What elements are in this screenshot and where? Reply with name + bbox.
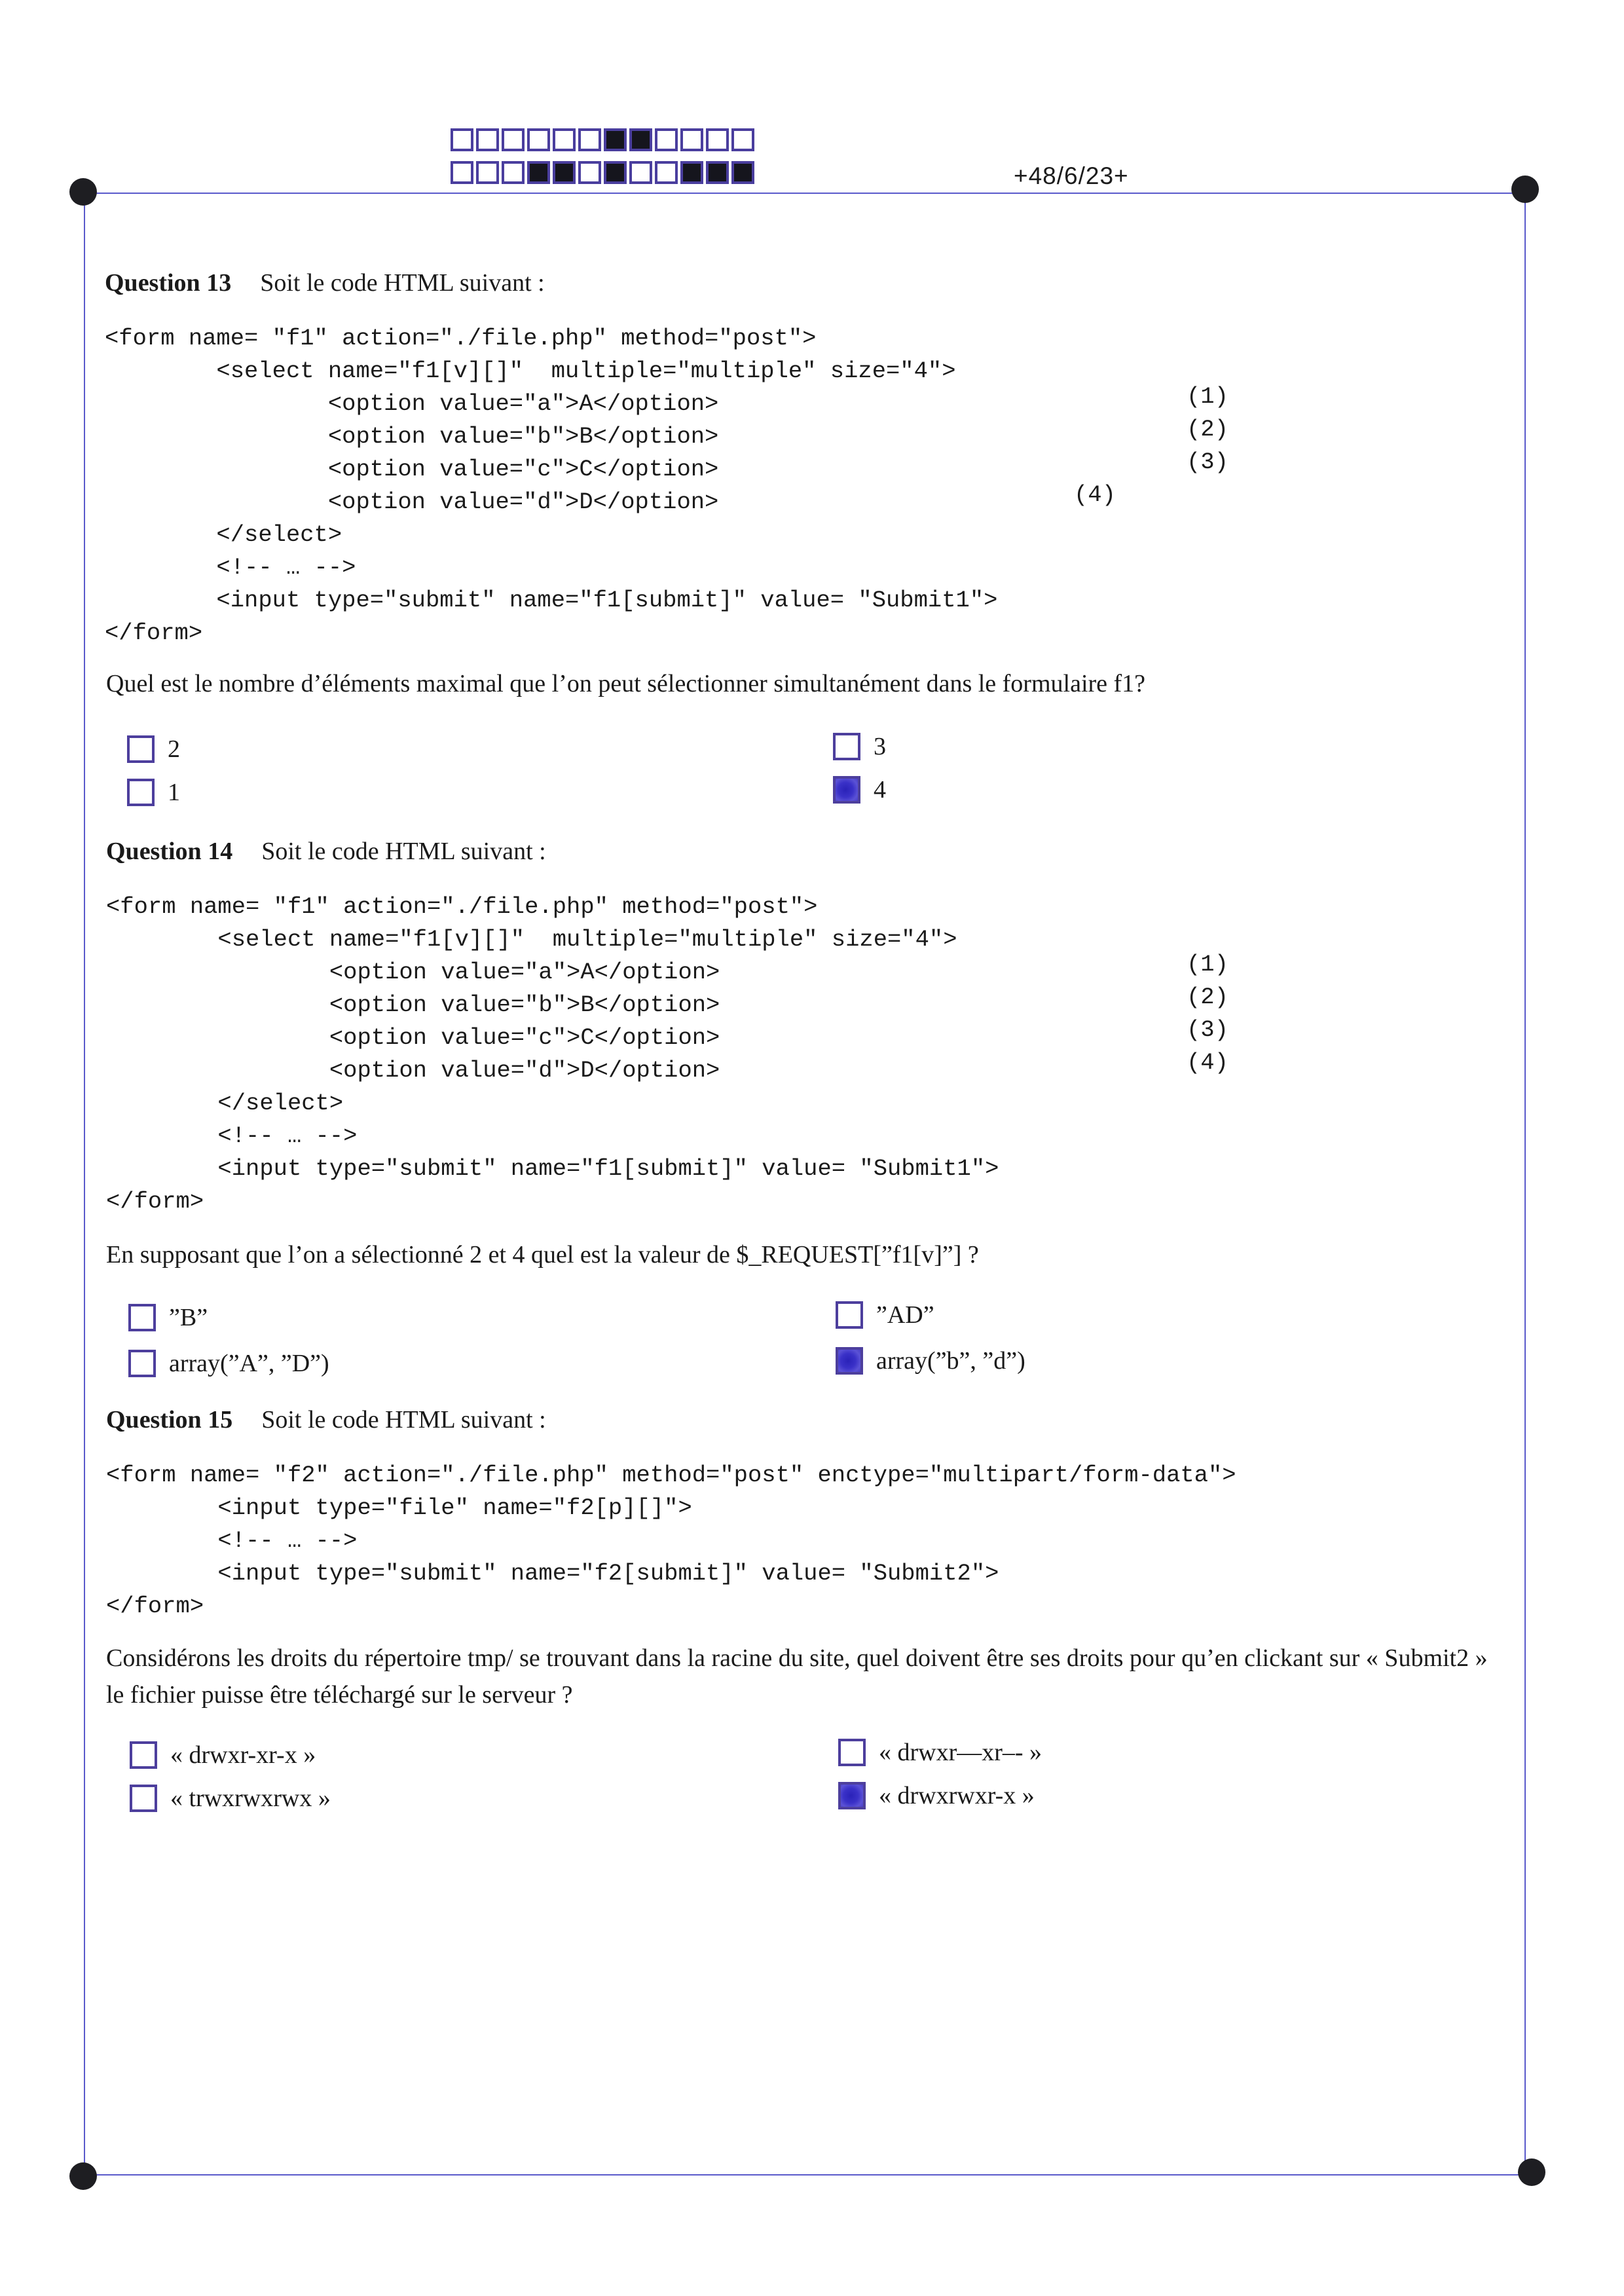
choice-label: 1 [168, 779, 180, 806]
q13-choice-2[interactable] [127, 735, 180, 764]
q13-num-4: (4) [1074, 481, 1116, 508]
q14-num-2: (2) [1187, 984, 1228, 1010]
marker-cell-empty [502, 128, 525, 151]
question-number: Question 15 [106, 1406, 233, 1434]
marker-cell-empty [629, 161, 652, 184]
page-id: +48/6/23+ [1014, 162, 1129, 189]
q13-num-3: (3) [1187, 449, 1228, 475]
marker-cell-empty [502, 161, 525, 184]
checkbox[interactable] [833, 733, 860, 760]
question-15-code: <form name= "f2" action="./file.php" method="post" enctype="multipart/form-data"> <input type="file" name="f2[p][]"> <!-- … --> <input type="submit" name="f2[submit]" value= "Submit2"> </form> [106, 1462, 1236, 1620]
marker-cell-empty [527, 128, 550, 151]
marker-cell-empty [578, 128, 601, 151]
choice-label: array(”A”, ”D”) [169, 1350, 329, 1377]
marker-cell-empty [578, 161, 601, 184]
checkbox[interactable] [128, 1304, 156, 1331]
marker-row-1 [451, 128, 757, 151]
marker-cell-empty [655, 128, 678, 151]
marker-cell-filled [680, 161, 703, 184]
question-13-text: Quel est le nombre d’éléments maximal que l’on peut sélectionner simultanément dans le formulaire f1? [106, 670, 1146, 697]
question-13-title [105, 268, 545, 297]
marker-cell-filled [731, 161, 754, 184]
checkbox[interactable] [838, 1739, 866, 1766]
question-14-code: <form name= "f1" action="./file.php" method="post"> <select name="f1[v][]" multiple="multiple" size="4"> <option value="a">A</option> <option value="b">B</option> <option value="c">C</option> <option value="d">D</option> </select> <!-- … --> <input type="submit" name="f1[submit]" value= "Submit1"> </form> [106, 893, 999, 1215]
marker-cell-empty [680, 128, 703, 151]
checkbox[interactable] [836, 1301, 863, 1329]
marker-cell-empty [476, 161, 499, 184]
checkbox[interactable] [128, 1350, 156, 1377]
question-heading: Soit le code HTML suivant : [260, 269, 545, 297]
q15-choice-drwxrwxr-x[interactable] [838, 1781, 1035, 1810]
choice-label: « trwxrwxrwx » [170, 1785, 331, 1812]
q14-num-3: (3) [1187, 1016, 1228, 1043]
marker-cell-filled [553, 161, 576, 184]
checkbox[interactable] [127, 779, 155, 806]
q15-choice-trwxrwxrwx[interactable] [130, 1784, 331, 1813]
question-14-title [106, 837, 546, 866]
question-number: Question 14 [106, 838, 233, 865]
choice-label: ”B” [169, 1304, 208, 1331]
question-heading: Soit le code HTML suivant : [261, 1406, 546, 1434]
choice-label: ”AD” [876, 1301, 934, 1329]
marker-row-2 [451, 161, 757, 184]
checkbox[interactable] [130, 1741, 157, 1769]
choice-label: array(”b”, ”d”) [876, 1347, 1025, 1375]
question-number: Question 13 [105, 269, 232, 297]
checkbox[interactable] [127, 735, 155, 763]
checkbox[interactable] [130, 1785, 157, 1812]
choice-label: « drwxrwxr-x » [879, 1782, 1035, 1809]
question-15-text: Considérons les droits du répertoire tmp/ se trouvant dans la racine du site, quel doivent être ses droits pour qu’en clickant sur « Submit2 » le fichier puisse être téléchargé sur le serveur ? [106, 1644, 1488, 1709]
question-14-text: En supposant que l’on a sélectionné 2 et 4 quel est la valeur de $_REQUEST[”f1[v]”] ? [106, 1241, 979, 1268]
q15-choice-drwxr-xr[interactable] [838, 1738, 1042, 1767]
choice-label: 4 [874, 776, 886, 804]
choice-label: « drwxr—xr–- » [879, 1739, 1043, 1766]
marker-cell-empty [451, 128, 473, 151]
corner-marker-top-right [1511, 176, 1539, 203]
marker-cell-empty [451, 161, 473, 184]
q14-choice-array-ad[interactable] [128, 1349, 329, 1378]
q15-choice-drwxr-xr-x[interactable] [130, 1741, 316, 1769]
checkbox-checked[interactable] [838, 1782, 866, 1809]
marker-cell-empty [553, 128, 576, 151]
marker-cell-empty [706, 128, 729, 151]
corner-marker-top-left [69, 178, 97, 206]
q13-choice-1[interactable] [127, 778, 180, 807]
q14-num-1: (1) [1187, 951, 1228, 978]
q13-num-2: (2) [1187, 416, 1228, 443]
choice-label: 2 [168, 735, 180, 763]
marker-cell-filled [629, 128, 652, 151]
checkbox-checked[interactable] [833, 776, 860, 804]
corner-marker-bottom-left [69, 2162, 97, 2190]
marker-cell-filled [604, 128, 627, 151]
marker-cell-filled [527, 161, 550, 184]
checkbox-checked[interactable] [836, 1347, 863, 1375]
question-15-title [106, 1405, 546, 1434]
q14-choice-array-bd[interactable] [836, 1346, 1025, 1375]
marker-cell-empty [731, 128, 754, 151]
marker-cell-empty [655, 161, 678, 184]
choice-label: 3 [874, 733, 886, 760]
marker-cell-filled [604, 161, 627, 184]
q13-choice-3[interactable] [833, 732, 886, 761]
q13-choice-4[interactable] [833, 775, 886, 804]
corner-marker-bottom-right [1518, 2158, 1545, 2186]
choice-label: « drwxr-xr-x » [170, 1741, 316, 1769]
marker-cell-empty [476, 128, 499, 151]
q13-num-1: (1) [1187, 383, 1228, 410]
marker-cell-filled [706, 161, 729, 184]
q14-num-4: (4) [1187, 1049, 1228, 1076]
question-heading: Soit le code HTML suivant : [261, 838, 546, 865]
question-13-code: <form name= "f1" action="./file.php" method="post"> <select name="f1[v][]" multiple="multiple" size="4"> <option value="a">A</option> <option value="b">B</option> <option value="c">C</option> <option value="d">D</option> </select> <!-- … --> <input type="submit" name="f1[submit]" value= "Submit1"> </form> [105, 325, 998, 646]
q14-choice-b[interactable] [128, 1303, 208, 1332]
q14-choice-ad[interactable] [836, 1301, 934, 1329]
